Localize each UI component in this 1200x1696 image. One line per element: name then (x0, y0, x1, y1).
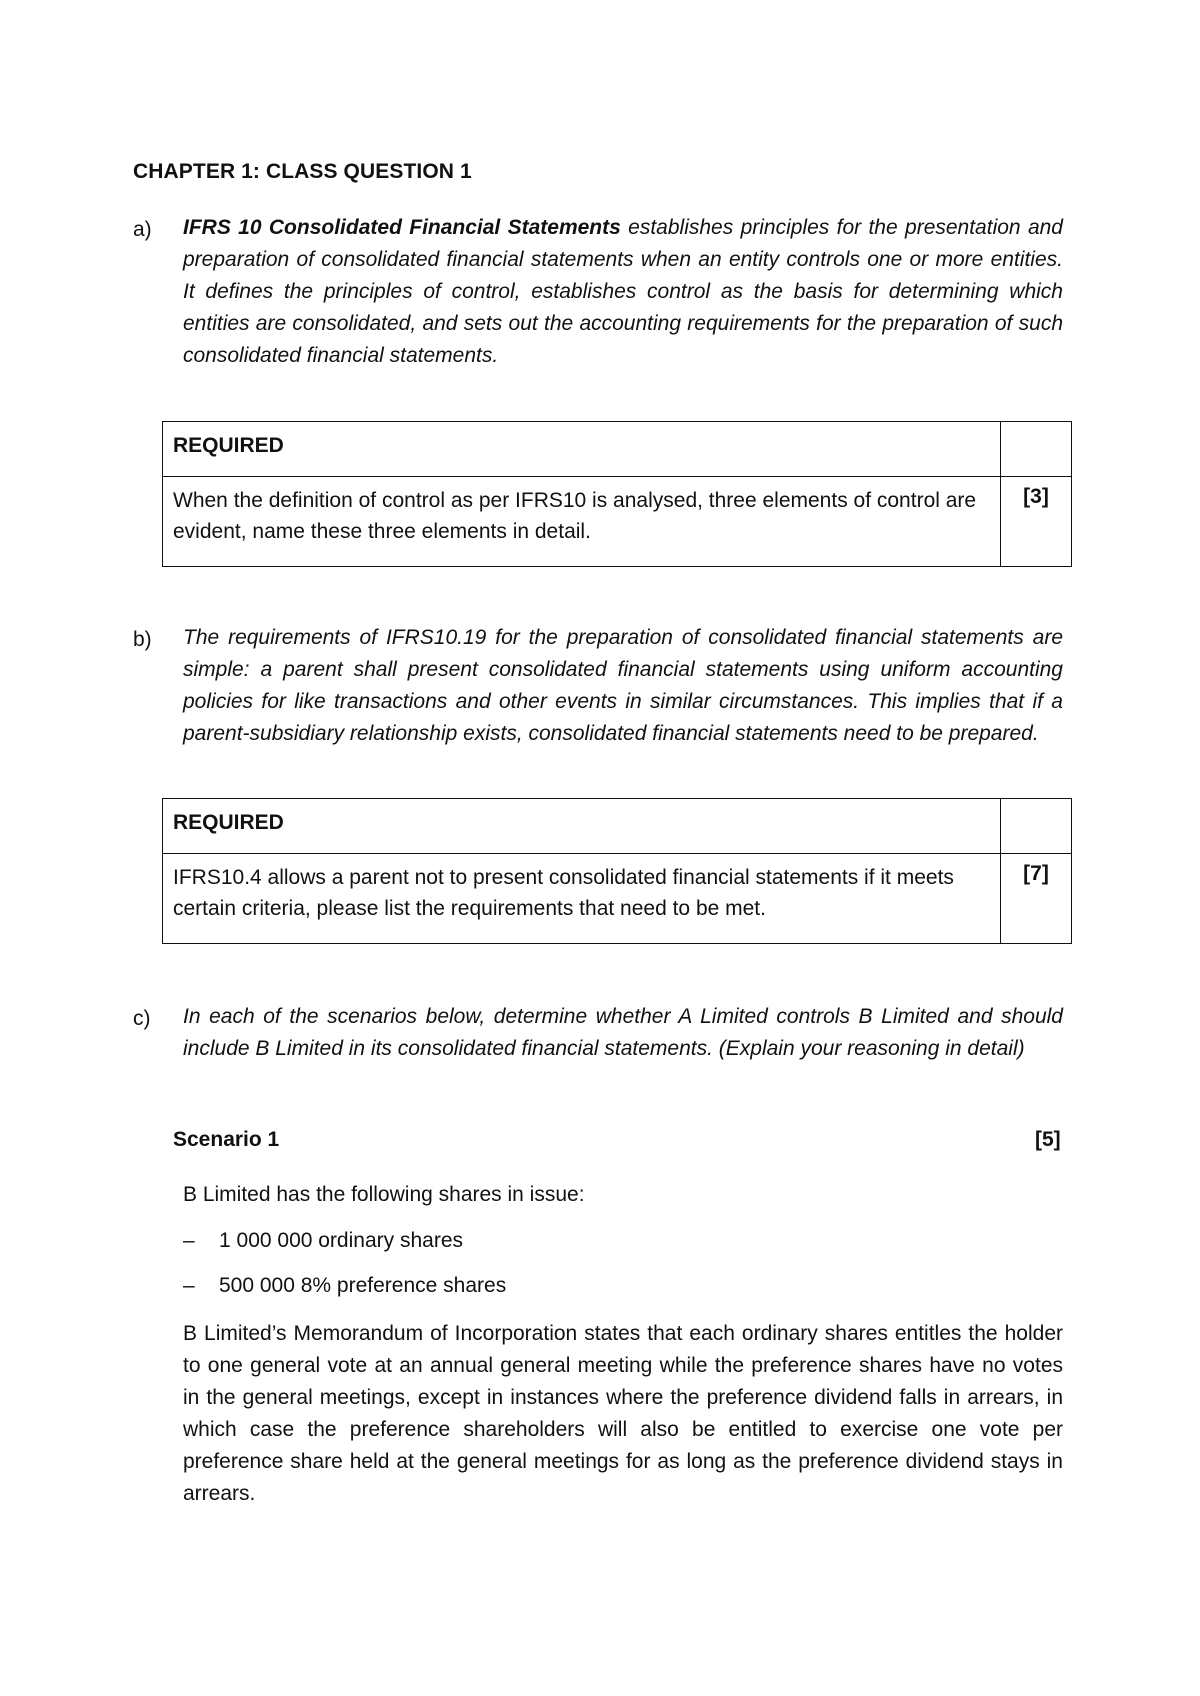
question-a-required-heading: REQUIRED (163, 422, 1001, 477)
question-b-text: The requirements of IFRS10.19 for the preparation of consolidated financial statements are simple: a parent shall present consolidated financial statements using uniform accounting policies for like transactions and other events in similar circumstances. This implies that if a parent-subsidiary relationship exists, consolidated financial statements need to be prepared. (183, 626, 1063, 745)
question-a-required-empty-cell (1001, 422, 1072, 477)
scenario-1-title: Scenario 1 (173, 1128, 280, 1151)
scenario-1-intro: B Limited has the following shares in issue: (183, 1183, 585, 1206)
question-b-required-table (162, 798, 1072, 944)
question-c-text: In each of the scenarios below, determine whether A Limited controls B Limited and should include B Limited in its consolidated financial statements. (Explain your reasoning in detail) (183, 1005, 1063, 1060)
question-a-marks: [3] (1001, 477, 1072, 567)
chapter-title: CHAPTER 1: CLASS QUESTION 1 (133, 160, 472, 183)
question-a-body: establishes principles for the presentation and preparation of consolidated financial statements when an entity controls one or more entities. It defines the principles of control, establishes control as the basis for determining which entities are consolidated, and sets out the accounting requirements for the preparation of such consolidated financial statements. (183, 216, 1063, 367)
question-a-bold-lead: IFRS 10 Consolidated Financial Statements (183, 216, 621, 239)
question-b-label: b) (133, 628, 152, 651)
question-b-required-empty-cell (1001, 799, 1072, 854)
question-c-label: c) (133, 1007, 151, 1030)
scenario-1-marks: [5] (1035, 1128, 1061, 1151)
question-a-label: a) (133, 218, 152, 241)
question-a-text (183, 212, 1063, 372)
question-b-marks: [7] (1001, 854, 1072, 944)
question-b-required-text: IFRS10.4 allows a parent not to present consolidated financial statements if it meets certain criteria, please list the requirements that need to be met. (163, 854, 1001, 944)
question-a-required-text: When the definition of control as per IFRS10 is analysed, three elements of control are evident, name these three elements in detail. (163, 477, 1001, 567)
question-a-required-table (162, 421, 1072, 567)
list-item: 500 000 8% preference shares (219, 1274, 507, 1297)
bullet-dash: – (183, 1229, 195, 1252)
scenario-1-paragraph: B Limited’s Memorandum of Incorporation states that each ordinary shares entitles the holder to one general vote at an annual general meeting while the preference shares have no votes in the general meetings, except in instances where the preference dividend falls in arrears, in which case the preference shareholders will also be entitled to exercise one vote per preference share held at the general meetings for as long as the preference dividend stays in arrears. (183, 1322, 1063, 1505)
list-item: 1 000 000 ordinary shares (219, 1229, 463, 1252)
bullet-dash: – (183, 1274, 195, 1297)
question-b-required-heading: REQUIRED (163, 799, 1001, 854)
